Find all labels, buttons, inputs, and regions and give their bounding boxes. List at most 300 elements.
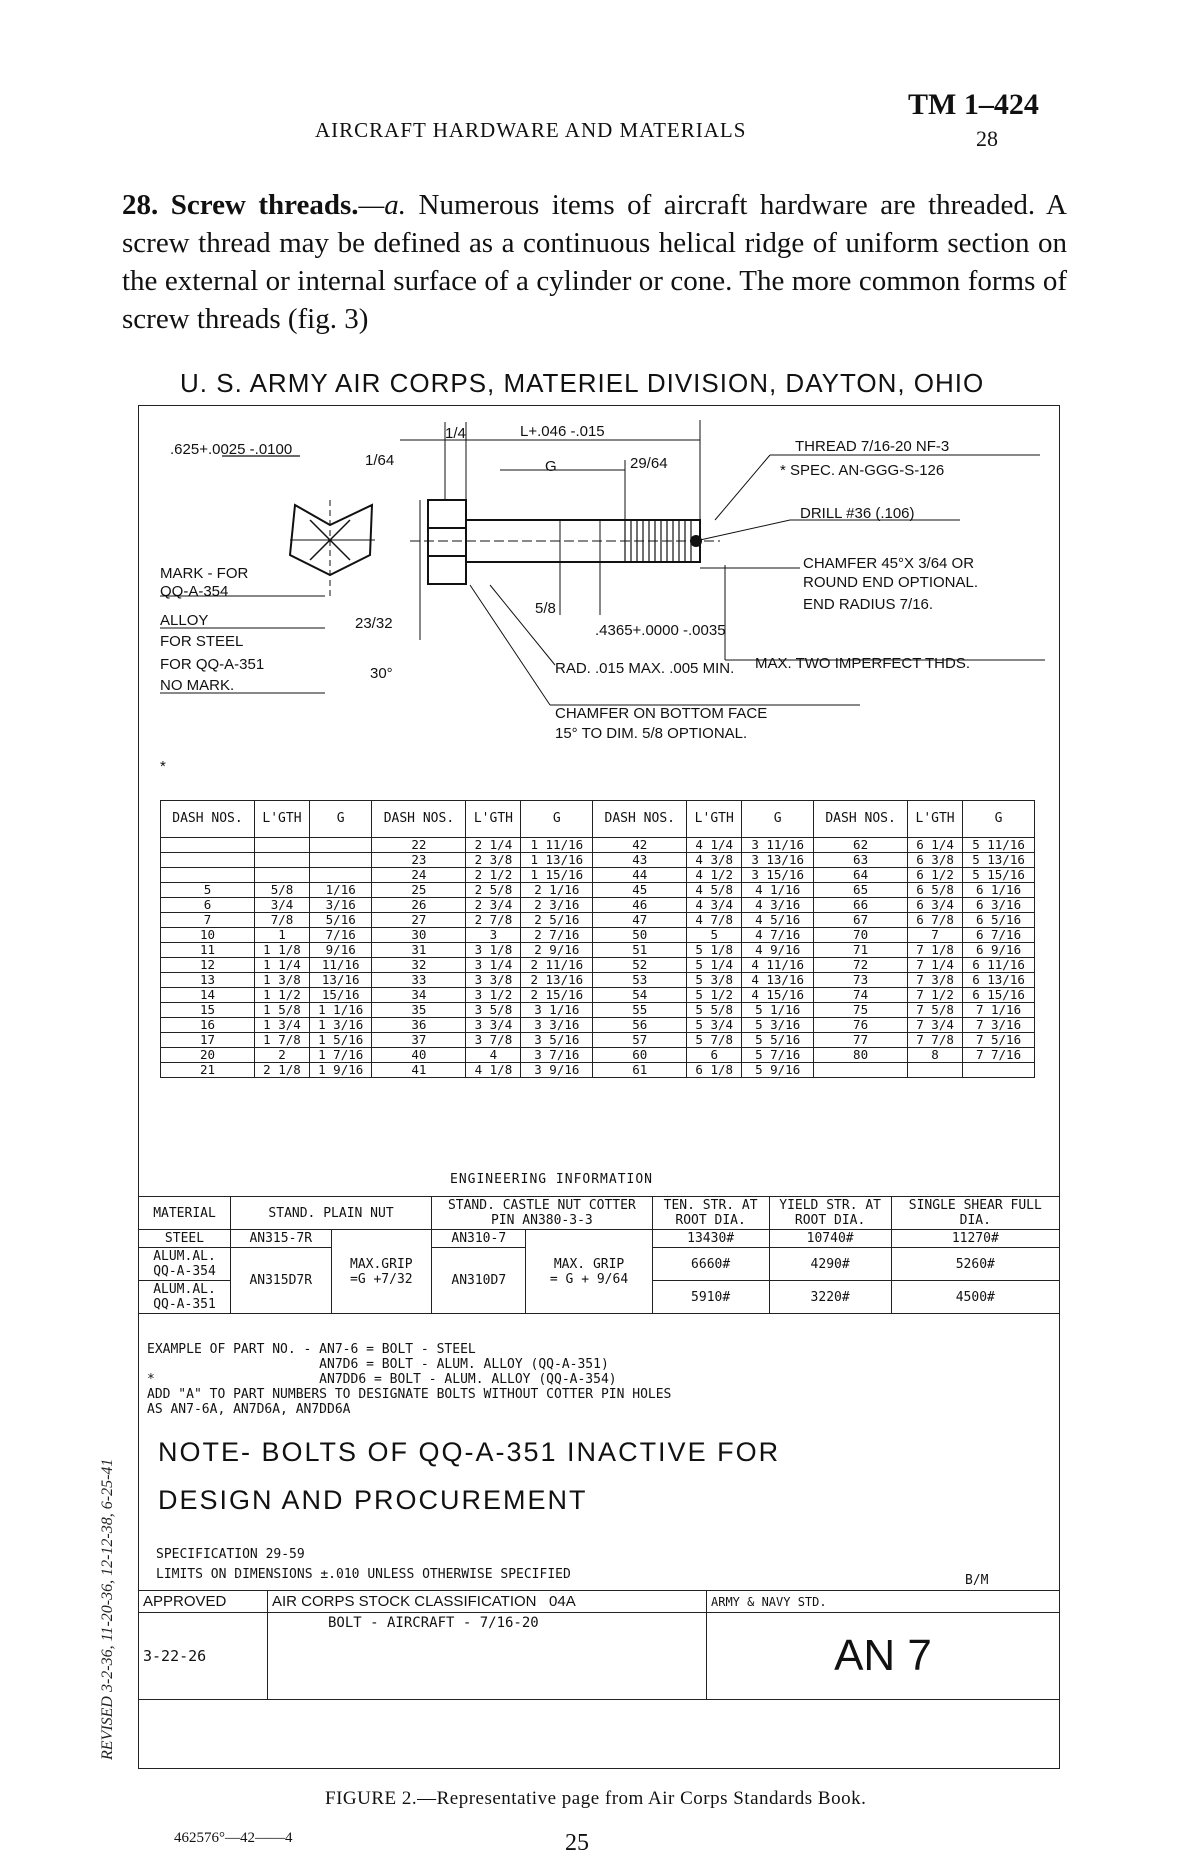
table-cell: 74 xyxy=(814,988,908,1003)
table-cell: 4 15/16 xyxy=(742,988,814,1003)
table-cell: 3 7/16 xyxy=(521,1048,593,1063)
eng-header-shear: SINGLE SHEAR FULL DIA. xyxy=(891,1197,1059,1230)
table-cell: 26 xyxy=(372,898,466,913)
table-cell: 2 5/16 xyxy=(521,913,593,928)
table-row xyxy=(161,928,1035,943)
col-header: G xyxy=(963,801,1035,838)
length-label: L+.046 -.015 xyxy=(520,423,605,440)
tensile-cell: 5910# xyxy=(652,1281,769,1314)
table-cell: 2 3/16 xyxy=(521,898,593,913)
mark-label-6: NO MARK. xyxy=(160,677,235,694)
table-cell: 1 1/8 xyxy=(254,943,309,958)
thread-label: THREAD 7/16-20 NF-3 xyxy=(795,438,950,455)
table-cell: 23 xyxy=(372,853,466,868)
figure-banner: U. S. ARMY AIR CORPS, MATERIEL DIVISION, DAYTON, OHIO xyxy=(180,368,985,398)
table-cell: 3 11/16 xyxy=(742,838,814,853)
col-header: L'GTH xyxy=(687,801,742,838)
table-cell: 5 13/16 xyxy=(963,853,1035,868)
chamfer-bottom-label-1: CHAMFER ON BOTTOM FACE xyxy=(555,705,768,722)
col-header: DASH NOS. xyxy=(372,801,466,838)
table-cell: 5 11/16 xyxy=(963,838,1035,853)
running-header-title: AIRCRAFT HARDWARE AND MATERIALS xyxy=(315,118,747,142)
table-cell: 44 xyxy=(593,868,687,883)
table-cell: 7/8 xyxy=(254,913,309,928)
table-cell: 6 5/8 xyxy=(908,883,963,898)
title-block xyxy=(138,1590,1060,1700)
col-header: G xyxy=(742,801,814,838)
table-cell: 55 xyxy=(593,1003,687,1018)
eng-header-row xyxy=(139,1197,1060,1230)
revision-text: REVISED 3-2-36, 11-20-36, 12-12-38, 6-25-41 xyxy=(99,1458,116,1760)
plain-nut-cell: AN315D7R xyxy=(231,1248,332,1314)
g-label: G xyxy=(545,458,557,475)
table-cell: 4 3/16 xyxy=(742,898,814,913)
table-header-row xyxy=(161,801,1035,838)
plain-grip-value: =G +7/32 xyxy=(350,1271,413,1287)
quarter-label: 1/4 xyxy=(445,425,466,442)
yield-cell: 10740# xyxy=(769,1230,891,1248)
table-cell: 63 xyxy=(814,853,908,868)
table-cell: 46 xyxy=(593,898,687,913)
plain-nut-cell: AN315-7R xyxy=(231,1230,332,1248)
table-row xyxy=(161,883,1035,898)
table-cell: 5 5/16 xyxy=(742,1033,814,1048)
col-header: G xyxy=(309,801,371,838)
table-cell: 65 xyxy=(814,883,908,898)
table-cell: 61 xyxy=(593,1063,687,1078)
table-cell: 11 xyxy=(161,943,255,958)
table-cell: 2 7/8 xyxy=(466,913,521,928)
table-row xyxy=(161,868,1035,883)
table-cell: 3 xyxy=(466,928,521,943)
col-header: DASH NOS. xyxy=(814,801,908,838)
table-cell xyxy=(814,1063,908,1078)
an-designation: AN 7 xyxy=(707,1613,1060,1700)
table-cell: 1 3/16 xyxy=(309,1018,371,1033)
table-cell: 4 11/16 xyxy=(742,958,814,973)
table-cell: 2 9/16 xyxy=(521,943,593,958)
yield-cell: 3220# xyxy=(769,1281,891,1314)
table-cell: 7 1/16 xyxy=(963,1003,1035,1018)
table-cell: 1 7/16 xyxy=(309,1048,371,1063)
table-cell: 2 5/8 xyxy=(466,883,521,898)
table-cell: 2 1/4 xyxy=(466,838,521,853)
table-cell: 3 9/16 xyxy=(521,1063,593,1078)
example-line-4: ADD "A" TO PART NUMBERS TO DESIGNATE BOLTS WITHOUT COTTER PIN HOLES xyxy=(147,1387,672,1402)
table-cell: 13/16 xyxy=(309,973,371,988)
table-cell: 9/16 xyxy=(309,943,371,958)
table-cell: 17 xyxy=(161,1033,255,1048)
table-cell: 10 xyxy=(161,928,255,943)
mark-label-3: ALLOY xyxy=(160,612,209,629)
approval-date: 3-22-26 xyxy=(139,1613,268,1700)
table-cell: 5 15/16 xyxy=(963,868,1035,883)
table-cell: 52 xyxy=(593,958,687,973)
table-cell: 32 xyxy=(372,958,466,973)
table-row xyxy=(161,1003,1035,1018)
title-block-row-1 xyxy=(139,1591,1060,1613)
table-cell: 7 7/8 xyxy=(908,1033,963,1048)
table-cell: 6 5/16 xyxy=(963,913,1035,928)
table-cell: 11/16 xyxy=(309,958,371,973)
standard-label: ARMY & NAVY STD. xyxy=(707,1591,1060,1613)
paragraph-text: Numerous items of aircraft hardware are threaded. A screw thread may be defined as a continuous helical ridge of uniform section on the external or internal surface of a cylinder or cone. The more common forms of screw threads (fig. 3) xyxy=(122,189,1067,335)
classification-cell xyxy=(268,1591,707,1613)
table-row xyxy=(161,913,1035,928)
table-cell xyxy=(309,853,371,868)
table-cell: 4 5/8 xyxy=(687,883,742,898)
table-cell xyxy=(254,853,309,868)
mark-label-4: FOR STEEL xyxy=(160,633,244,650)
limits-line: LIMITS ON DIMENSIONS ±.010 UNLESS OTHERWISE SPECIFIED xyxy=(156,1567,571,1582)
table-cell: 1/16 xyxy=(309,883,371,898)
table-cell: 4 1/8 xyxy=(466,1063,521,1078)
table-cell xyxy=(963,1063,1035,1078)
table-cell: 21 xyxy=(161,1063,255,1078)
table-cell: 45 xyxy=(593,883,687,898)
material-cell: ALUM.AL. QQ-A-351 xyxy=(139,1281,231,1314)
table-cell: 76 xyxy=(814,1018,908,1033)
table-cell: 27 xyxy=(372,913,466,928)
table-cell: 36 xyxy=(372,1018,466,1033)
table-cell: 5 1/16 xyxy=(742,1003,814,1018)
table-row xyxy=(161,1018,1035,1033)
table-cell: 7 xyxy=(908,928,963,943)
table-cell: 42 xyxy=(593,838,687,853)
table-cell: 71 xyxy=(814,943,908,958)
table-cell: 73 xyxy=(814,973,908,988)
shank-dia-label: .4365+.0000 -.0035 xyxy=(595,622,726,639)
castle-nut-cell: AN310D7 xyxy=(432,1248,526,1314)
col-header: DASH NOS. xyxy=(161,801,255,838)
mark-label-2: QQ-A-354 xyxy=(160,583,229,600)
table-cell: 2 1/2 xyxy=(466,868,521,883)
table-cell: 5/16 xyxy=(309,913,371,928)
chamfer-label-1: CHAMFER 45°X 3/64 OR xyxy=(803,555,975,572)
table-cell xyxy=(908,1063,963,1078)
table-cell: 6 13/16 xyxy=(963,973,1035,988)
twentynine-label: 29/64 xyxy=(630,455,668,472)
table-cell: 47 xyxy=(593,913,687,928)
table-cell: 53 xyxy=(593,973,687,988)
table-cell: 33 xyxy=(372,973,466,988)
table-cell: 5 3/16 xyxy=(742,1018,814,1033)
table-cell: 3 3/16 xyxy=(521,1018,593,1033)
table-cell: 14 xyxy=(161,988,255,1003)
table-cell: 13 xyxy=(161,973,255,988)
table-cell: 1 1/16 xyxy=(309,1003,371,1018)
table-cell: 7 5/8 xyxy=(908,1003,963,1018)
table-cell: 80 xyxy=(814,1048,908,1063)
table-cell xyxy=(254,868,309,883)
note-line-1: NOTE- BOLTS OF QQ-A-351 INACTIVE FOR xyxy=(158,1437,781,1467)
table-cell: 7/16 xyxy=(309,928,371,943)
castle-grip-cell xyxy=(526,1230,652,1314)
eng-header-yield: YIELD STR. AT ROOT DIA. xyxy=(769,1197,891,1230)
table-cell: 6 3/8 xyxy=(908,853,963,868)
table-cell: 4 7/8 xyxy=(687,913,742,928)
table-row xyxy=(161,958,1035,973)
table-cell: 4 xyxy=(466,1048,521,1063)
table-cell: 6 9/16 xyxy=(963,943,1035,958)
table-cell: 57 xyxy=(593,1033,687,1048)
col-header: G xyxy=(521,801,593,838)
table-cell: 5 5/8 xyxy=(687,1003,742,1018)
title-block-row-2 xyxy=(139,1613,1060,1700)
dash-table-body xyxy=(161,838,1035,1078)
radius-label: RAD. .015 MAX. .005 MIN. xyxy=(555,660,735,677)
table-cell: 5 9/16 xyxy=(742,1063,814,1078)
table-cell: 3 1/2 xyxy=(466,988,521,1003)
head-diameter-label: .625+.0025 -.0100 xyxy=(170,441,293,458)
thirty-deg-label: 30° xyxy=(370,665,393,682)
table-cell: 1 xyxy=(254,928,309,943)
table-cell: 4 13/16 xyxy=(742,973,814,988)
table-cell: 4 1/16 xyxy=(742,883,814,898)
engineering-info-title: ENGINEERING INFORMATION xyxy=(450,1172,654,1187)
table-cell: 6 7/8 xyxy=(908,913,963,928)
end-radius-label: END RADIUS 7/16. xyxy=(803,596,934,613)
table-cell xyxy=(161,853,255,868)
table-cell: 3 3/8 xyxy=(466,973,521,988)
engineering-table xyxy=(138,1196,1060,1314)
subsection-letter: —a. xyxy=(358,189,407,221)
table-row xyxy=(161,1063,1035,1078)
table-cell xyxy=(309,868,371,883)
table-row xyxy=(161,853,1035,868)
castle-grip-label: MAX. GRIP xyxy=(553,1256,625,1272)
page-number: 25 xyxy=(565,1830,589,1856)
table-cell: 3 15/16 xyxy=(742,868,814,883)
table-cell: 15 xyxy=(161,1003,255,1018)
table-cell: 3 7/8 xyxy=(466,1033,521,1048)
table-cell: 30 xyxy=(372,928,466,943)
table-row xyxy=(161,1033,1035,1048)
table-row xyxy=(161,1048,1035,1063)
col-header: DASH NOS. xyxy=(593,801,687,838)
table-cell: 2 13/16 xyxy=(521,973,593,988)
table-cell: 6 xyxy=(161,898,255,913)
table-cell: 15/16 xyxy=(309,988,371,1003)
eng-header-material: MATERIAL xyxy=(139,1197,231,1230)
part-number-example xyxy=(147,1342,671,1417)
table-cell: 5 1/4 xyxy=(687,958,742,973)
five8-label: 5/8 xyxy=(535,600,556,617)
table-cell xyxy=(161,868,255,883)
spec-label: * SPEC. AN-GGG-S-126 xyxy=(780,462,945,479)
table-cell: 3 5/16 xyxy=(521,1033,593,1048)
table-cell: 2 3/4 xyxy=(466,898,521,913)
table-cell: 7 3/4 xyxy=(908,1018,963,1033)
table-cell: 6 3/4 xyxy=(908,898,963,913)
table-cell: 2 11/16 xyxy=(521,958,593,973)
drill-label: DRILL #36 (.106) xyxy=(800,505,915,522)
table-cell: 3 13/16 xyxy=(742,853,814,868)
table-cell: 3/16 xyxy=(309,898,371,913)
section-number: 28 xyxy=(976,126,998,151)
dash-number-table xyxy=(160,800,1035,1078)
table-cell: 6 3/16 xyxy=(963,898,1035,913)
material-cell: STEEL xyxy=(139,1230,231,1248)
table-cell: 4 9/16 xyxy=(742,943,814,958)
table-cell xyxy=(161,838,255,853)
table-cell: 51 xyxy=(593,943,687,958)
eng-header-tensile: TEN. STR. AT ROOT DIA. xyxy=(652,1197,769,1230)
table-cell: 1 1/4 xyxy=(254,958,309,973)
table-cell: 6 1/2 xyxy=(908,868,963,883)
table-cell: 1 13/16 xyxy=(521,853,593,868)
table-cell: 31 xyxy=(372,943,466,958)
table-cell: 20 xyxy=(161,1048,255,1063)
table-cell xyxy=(309,838,371,853)
table-cell: 40 xyxy=(372,1048,466,1063)
table-row xyxy=(161,988,1035,1003)
table-cell: 35 xyxy=(372,1003,466,1018)
asterisk-mark: * xyxy=(160,758,166,775)
table-cell: 16 xyxy=(161,1018,255,1033)
tensile-cell: 13430# xyxy=(652,1230,769,1248)
castle-grip-value: = G + 9/64 xyxy=(549,1271,629,1287)
yield-cell: 4290# xyxy=(769,1248,891,1281)
table-cell: 2 1/8 xyxy=(254,1063,309,1078)
table-cell: 2 7/16 xyxy=(521,928,593,943)
table-cell: 12 xyxy=(161,958,255,973)
table-cell: 3 5/8 xyxy=(466,1003,521,1018)
table-cell: 56 xyxy=(593,1018,687,1033)
print-code: 462576°—42——4 xyxy=(174,1830,293,1846)
chamfer-bottom-label-2: 15° TO DIM. 5/8 OPTIONAL. xyxy=(555,725,748,742)
table-cell: 41 xyxy=(372,1063,466,1078)
twentythree-label: 23/32 xyxy=(355,615,393,632)
table-cell: 77 xyxy=(814,1033,908,1048)
plain-grip-cell xyxy=(331,1230,432,1314)
col-header: L'GTH xyxy=(466,801,521,838)
table-cell: 54 xyxy=(593,988,687,1003)
table-cell: 5 3/8 xyxy=(687,973,742,988)
example-line-1: EXAMPLE OF PART NO. - AN7-6 = BOLT - STEEL xyxy=(147,1342,476,1357)
table-cell: 7 1/2 xyxy=(908,988,963,1003)
example-line-5: AS AN7-6A, AN7D6A, AN7DD6A xyxy=(147,1402,351,1417)
chamfer-label-2: ROUND END OPTIONAL. xyxy=(803,574,979,591)
table-cell: 25 xyxy=(372,883,466,898)
table-cell: 3 1/4 xyxy=(466,958,521,973)
bm-label: B/M xyxy=(965,1573,989,1588)
table-cell: 1 1/2 xyxy=(254,988,309,1003)
table-cell: 5 3/4 xyxy=(687,1018,742,1033)
table-cell: 1 3/4 xyxy=(254,1018,309,1033)
head-side xyxy=(428,500,466,584)
mark-label-1: MARK - FOR xyxy=(160,565,249,582)
table-cell: 4 1/4 xyxy=(687,838,742,853)
table-row xyxy=(161,973,1035,988)
col-header: L'GTH xyxy=(254,801,309,838)
material-cell: ALUM.AL. QQ-A-354 xyxy=(139,1248,231,1281)
mark-label-5: FOR QQ-A-351 xyxy=(160,656,265,673)
table-cell: 62 xyxy=(814,838,908,853)
table-cell: 64 xyxy=(814,868,908,883)
table-cell: 75 xyxy=(814,1003,908,1018)
example-line-3: * AN7DD6 = BOLT - ALUM. ALLOY (QQ-A-354) xyxy=(147,1372,617,1387)
example-line-2: AN7D6 = BOLT - ALUM. ALLOY (QQ-A-351) xyxy=(147,1357,609,1372)
table-cell: 3/4 xyxy=(254,898,309,913)
approved-label: APPROVED xyxy=(139,1591,268,1613)
tm-number: TM 1–424 xyxy=(908,88,1039,121)
col-header: L'GTH xyxy=(908,801,963,838)
table-row xyxy=(161,943,1035,958)
classification-label: AIR CORPS STOCK CLASSIFICATION xyxy=(272,1593,537,1610)
table-cell: 7 7/16 xyxy=(963,1048,1035,1063)
plain-grip-label: MAX.GRIP xyxy=(350,1256,413,1272)
table-cell: 3 1/8 xyxy=(466,943,521,958)
table-row xyxy=(161,838,1035,853)
table-cell xyxy=(254,838,309,853)
table-row xyxy=(161,898,1035,913)
table-cell: 1 15/16 xyxy=(521,868,593,883)
table-cell: 66 xyxy=(814,898,908,913)
table-cell: 4 7/16 xyxy=(742,928,814,943)
sixtyfourth-label: 1/64 xyxy=(365,452,395,469)
table-cell: 4 3/4 xyxy=(687,898,742,913)
shear-cell: 5260# xyxy=(891,1248,1059,1281)
table-cell: 5 7/8 xyxy=(687,1033,742,1048)
table-cell: 6 1/16 xyxy=(963,883,1035,898)
table-cell: 5 7/16 xyxy=(742,1048,814,1063)
note-line-2: DESIGN AND PROCUREMENT xyxy=(158,1485,588,1515)
table-cell: 4 5/16 xyxy=(742,913,814,928)
table-cell: 5 xyxy=(687,928,742,943)
table-cell: 1 9/16 xyxy=(309,1063,371,1078)
table-cell: 1 11/16 xyxy=(521,838,593,853)
section-heading: 28. Screw threads. xyxy=(122,189,359,221)
table-cell: 6 7/16 xyxy=(963,928,1035,943)
table-cell: 1 5/8 xyxy=(254,1003,309,1018)
table-cell: 3 1/16 xyxy=(521,1003,593,1018)
table-cell: 7 3/8 xyxy=(908,973,963,988)
table-cell: 2 3/8 xyxy=(466,853,521,868)
table-cell: 34 xyxy=(372,988,466,1003)
table-cell: 2 xyxy=(254,1048,309,1063)
table-cell: 4 1/2 xyxy=(687,868,742,883)
table-cell: 2 1/16 xyxy=(521,883,593,898)
table-cell: 2 15/16 xyxy=(521,988,593,1003)
table-cell: 3 3/4 xyxy=(466,1018,521,1033)
table-cell: 6 xyxy=(687,1048,742,1063)
classification-code: 04A xyxy=(549,1593,576,1610)
table-cell: 24 xyxy=(372,868,466,883)
table-cell: 6 1/8 xyxy=(687,1063,742,1078)
part-description: BOLT - AIRCRAFT - 7/16-20 xyxy=(268,1613,707,1700)
shear-cell: 4500# xyxy=(891,1281,1059,1314)
table-cell: 60 xyxy=(593,1048,687,1063)
table-cell: 7 5/16 xyxy=(963,1033,1035,1048)
table-cell: 7 1/8 xyxy=(908,943,963,958)
table-cell: 1 5/16 xyxy=(309,1033,371,1048)
table-cell: 5 1/8 xyxy=(687,943,742,958)
table-cell: 72 xyxy=(814,958,908,973)
table-cell: 50 xyxy=(593,928,687,943)
eng-header-plain-nut: STAND. PLAIN NUT xyxy=(231,1197,432,1230)
table-cell: 7 xyxy=(161,913,255,928)
table-cell: 43 xyxy=(593,853,687,868)
eng-row-steel xyxy=(139,1230,1060,1248)
table-cell: 1 7/8 xyxy=(254,1033,309,1048)
imperfect-threads-label: MAX. TWO IMPERFECT THDS. xyxy=(755,655,971,672)
table-cell: 7 3/16 xyxy=(963,1018,1035,1033)
table-cell: 67 xyxy=(814,913,908,928)
table-cell: 4 3/8 xyxy=(687,853,742,868)
table-cell: 1 3/8 xyxy=(254,973,309,988)
table-cell: 8 xyxy=(908,1048,963,1063)
